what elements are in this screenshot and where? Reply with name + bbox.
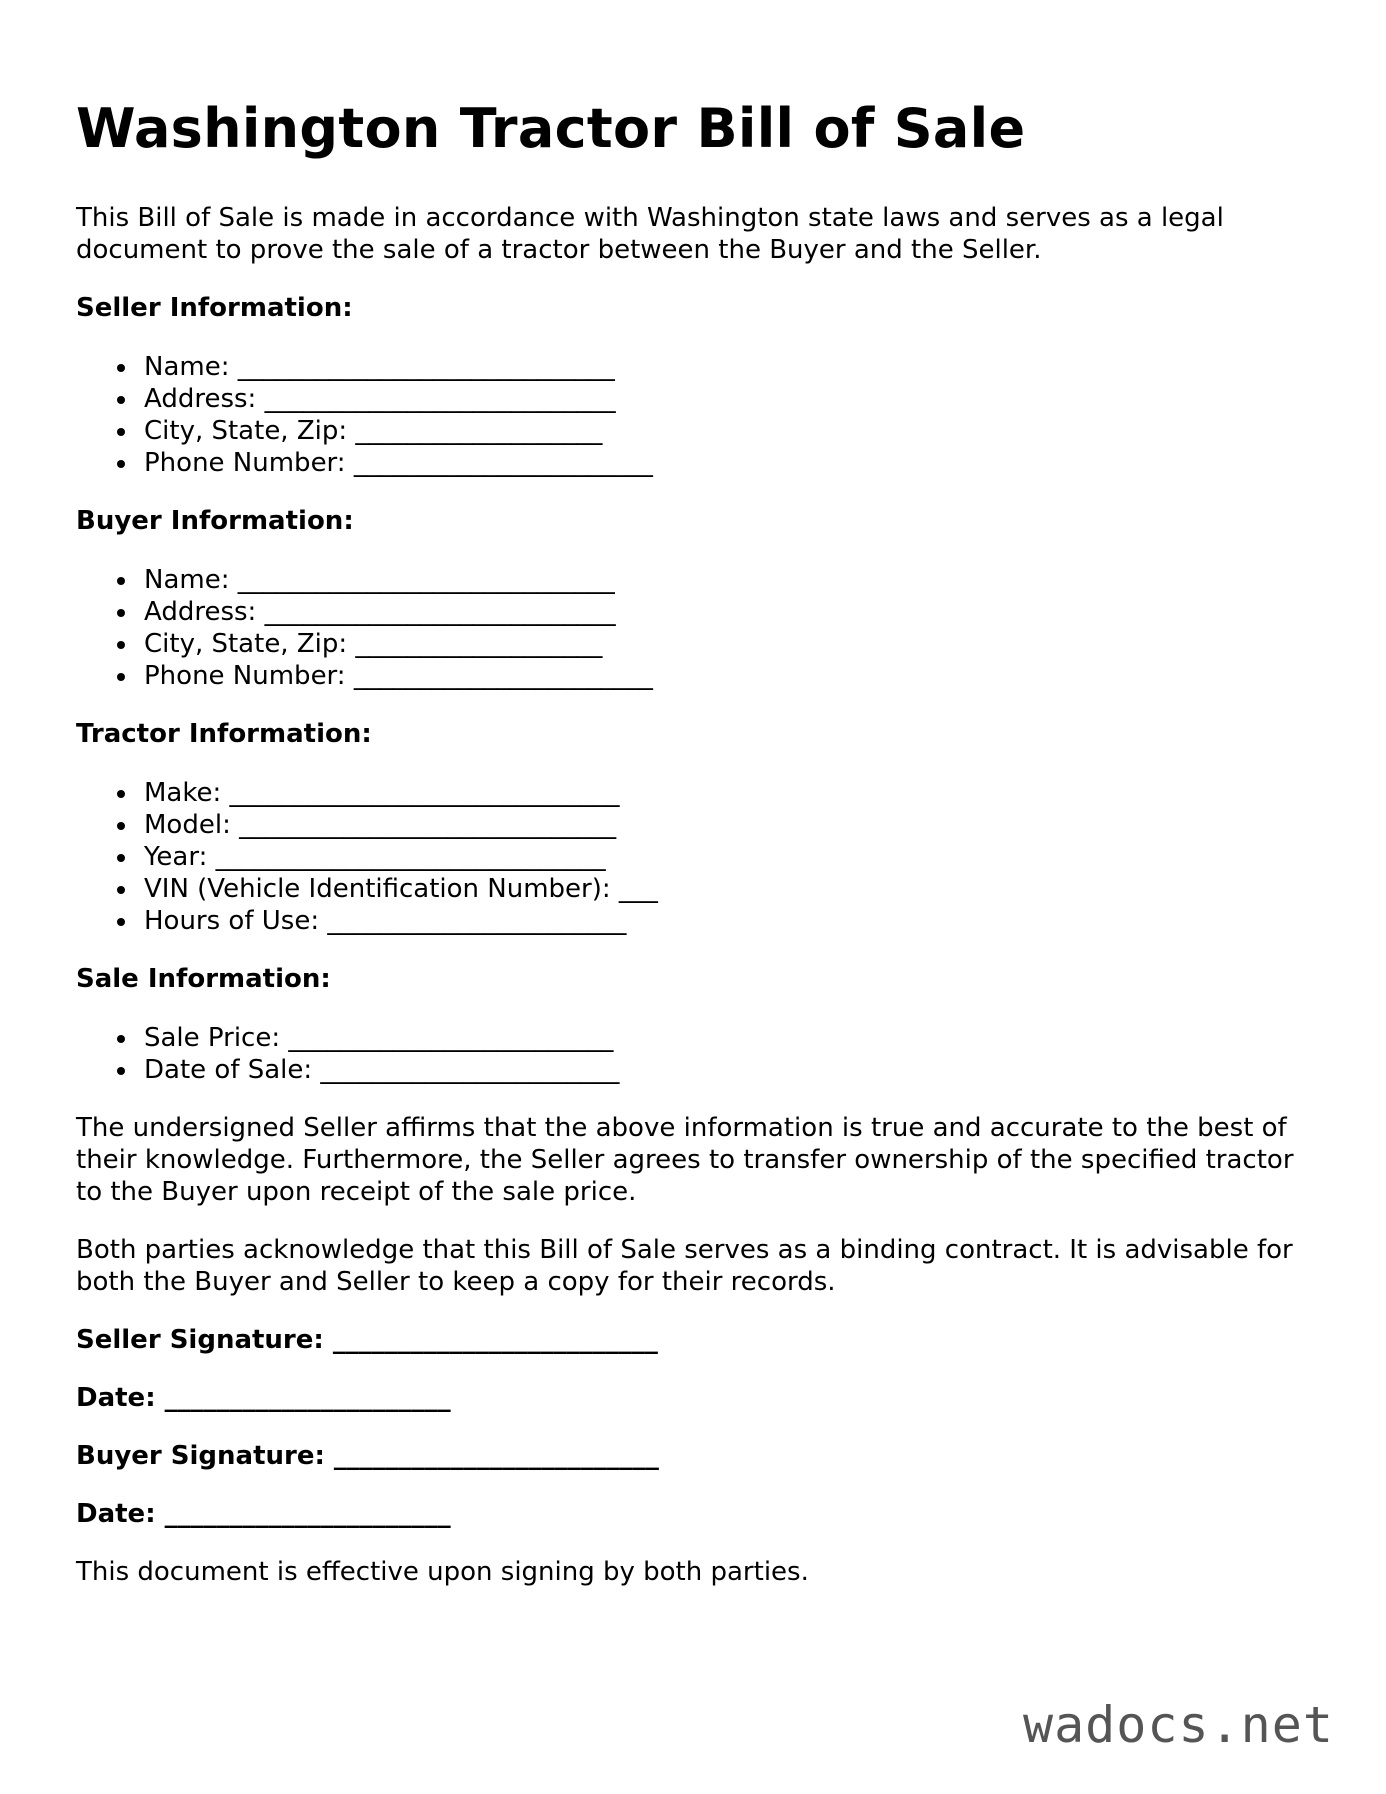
sale-information-heading: Sale Information: — [76, 964, 331, 994]
document-title: Washington Tractor Bill of Sale — [76, 97, 1026, 160]
acknowledgment-paragraph: Both parties acknowledge that this Bill of Sale serves as a binding contract. It is advisable for both the Buyer and Seller to keep a copy for their records. — [76, 1235, 1293, 1297]
seller-address-field: Address: ___________________________ — [144, 383, 1316, 415]
seller-date-line: Date: ______________________ — [76, 1383, 451, 1413]
tractor-vin-field: VIN (Vehicle Identification Number): ___ — [144, 873, 1316, 905]
seller-signature-line: Seller Signature: _________________________ — [76, 1325, 658, 1355]
seller-information-list — [76, 351, 1316, 479]
buyer-city-state-zip-field: City, State, Zip: ___________________ — [144, 628, 1316, 660]
tractor-year-field: Year: ______________________________ — [144, 841, 1316, 873]
tractor-model-field: Model: _____________________________ — [144, 809, 1316, 841]
buyer-phone-field: Phone Number: _______________________ — [144, 660, 1316, 692]
sale-price-field: Sale Price: _________________________ — [144, 1022, 1316, 1054]
tractor-make-field: Make: ______________________________ — [144, 777, 1316, 809]
tractor-information-heading: Tractor Information: — [76, 719, 372, 749]
seller-phone-field: Phone Number: _______________________ — [144, 447, 1316, 479]
buyer-information-list — [76, 564, 1316, 692]
seller-information-heading: Seller Information: — [76, 293, 353, 323]
seller-name-field: Name: _____________________________ — [144, 351, 1316, 383]
tractor-hours-field: Hours of Use: _______________________ — [144, 905, 1316, 937]
watermark: wadocs.net — [1022, 1696, 1334, 1754]
document-page — [76, 0, 1316, 1588]
affirmation-paragraph: The undersigned Seller affirms that the above information is true and accurate to the best of their knowledge. Furthermore, the Seller agrees to transfer ownership of the specified tractor to the Buyer upon receipt of the sale price. — [76, 1113, 1294, 1207]
sale-date-field: Date of Sale: _______________________ — [144, 1054, 1316, 1086]
seller-city-state-zip-field: City, State, Zip: ___________________ — [144, 415, 1316, 447]
tractor-information-list — [76, 777, 1316, 937]
closing-statement: This document is effective upon signing by both parties. — [76, 1557, 809, 1587]
buyer-address-field: Address: ___________________________ — [144, 596, 1316, 628]
buyer-information-heading: Buyer Information: — [76, 506, 354, 536]
buyer-name-field: Name: _____________________________ — [144, 564, 1316, 596]
buyer-signature-line: Buyer Signature: _________________________ — [76, 1441, 659, 1471]
sale-information-list — [76, 1022, 1316, 1086]
intro-paragraph: This Bill of Sale is made in accordance with Washington state laws and serves as a legal document to prove the sale of a tractor between the Buyer and the Seller. — [76, 203, 1224, 265]
buyer-date-line: Date: ______________________ — [76, 1499, 451, 1529]
